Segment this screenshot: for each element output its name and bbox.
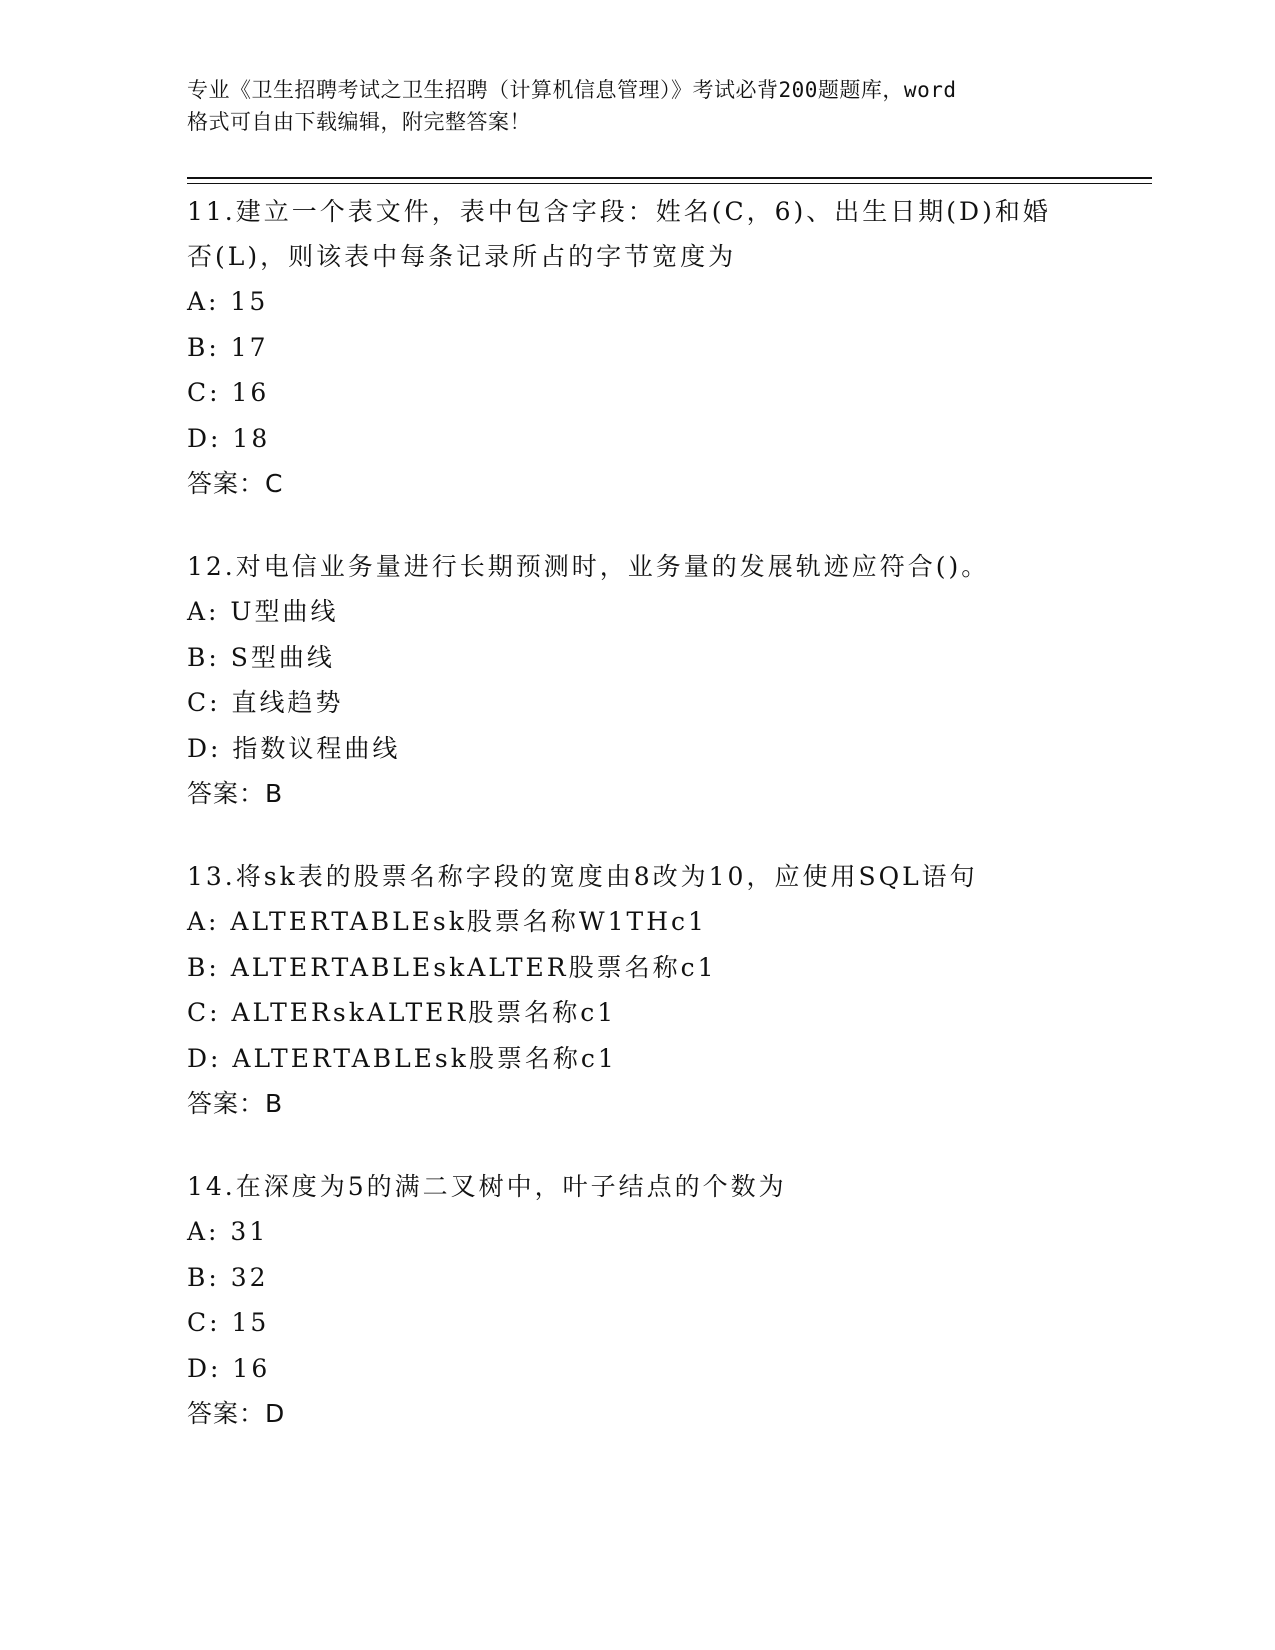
question-stem: 11.建立一个表文件，表中包含字段：姓名(C，6)、出生日期(D)和婚 — [187, 197, 1051, 226]
option-c: C: 15 — [187, 1308, 270, 1337]
answer: 答案：B — [187, 779, 284, 808]
option-a: A: 31 — [187, 1217, 269, 1246]
header-line-2: 格式可自由下载编辑，附完整答案！ — [187, 110, 531, 134]
header-divider-thin — [187, 183, 1152, 184]
question-stem: 13.将sk表的股票名称字段的宽度由8改为10，应使用SQL语句 — [187, 862, 978, 891]
option-a: A: 15 — [187, 287, 269, 316]
document-header — [187, 74, 1087, 138]
header-line-1: 专业《卫生招聘考试之卫生招聘（计算机信息管理）》考试必背200题题库，word — [187, 78, 957, 102]
answer: 答案：B — [187, 1089, 284, 1118]
header-divider-thick — [187, 177, 1152, 179]
question-stem: 14.在深度为5的满二叉树中，叶子结点的个数为 — [187, 1172, 787, 1201]
option-c: C: ALTERskALTER股票名称c1 — [187, 998, 617, 1027]
question-13 — [187, 854, 1087, 1126]
option-b: B: ALTERTABLEskALTER股票名称c1 — [187, 952, 717, 982]
question-list — [187, 189, 1087, 1474]
question-stem: 12.对电信业务量进行长期预测时，业务量的发展轨迹应符合()。 — [187, 552, 990, 581]
option-d: D: 18 — [187, 423, 271, 453]
option-b: B: 32 — [187, 1262, 269, 1292]
option-a: A: ALTERTABLEsk股票名称W1THc1 — [187, 907, 707, 936]
option-c: C: 16 — [187, 378, 270, 407]
option-d: D: 16 — [187, 1353, 271, 1383]
option-b: B: 17 — [187, 332, 269, 362]
option-c: C: 直线趋势 — [187, 688, 344, 717]
option-d: D: 指数议程曲线 — [187, 733, 401, 763]
option-b: B: S型曲线 — [187, 642, 335, 672]
question-11 — [187, 189, 1087, 506]
answer: 答案：C — [187, 469, 284, 498]
question-stem-continued: 否(L)，则该表中每条记录所占的字节宽度为 — [187, 242, 737, 271]
answer: 答案：D — [187, 1399, 286, 1428]
question-12 — [187, 544, 1087, 816]
option-a: A: U型曲线 — [187, 597, 339, 626]
question-14 — [187, 1164, 1087, 1436]
option-d: D: ALTERTABLEsk股票名称c1 — [187, 1043, 617, 1073]
